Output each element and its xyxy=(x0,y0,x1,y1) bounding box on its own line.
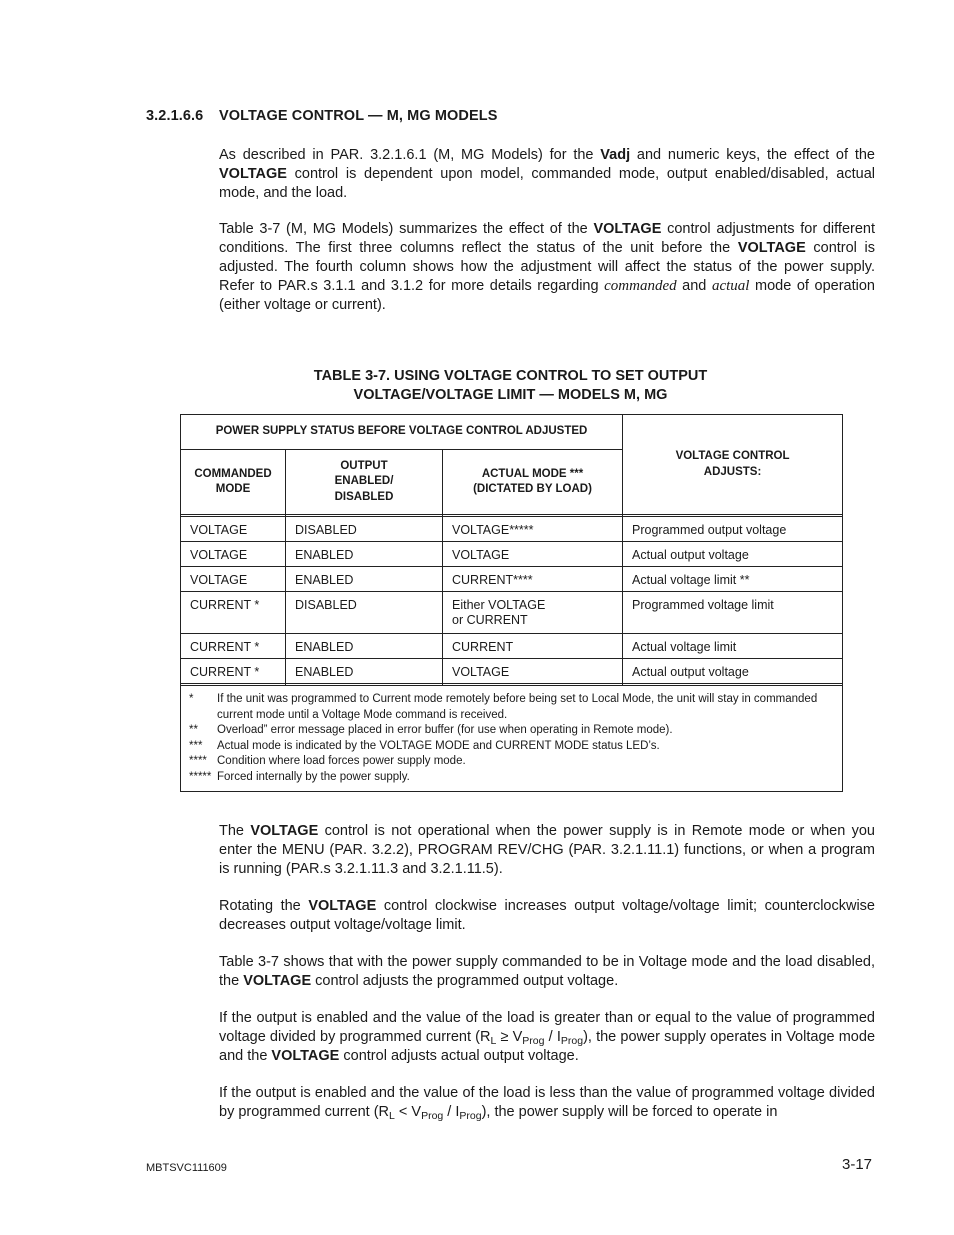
cell-line: Either VOLTAGE xyxy=(452,598,546,612)
cell-output: ENABLED xyxy=(286,542,443,567)
cell-output: DISABLED xyxy=(286,592,443,634)
bold-text: VOLTAGE xyxy=(243,973,312,989)
text: / I xyxy=(544,1029,561,1045)
note-item xyxy=(189,739,832,755)
table-row xyxy=(181,567,843,592)
cell-commanded: VOLTAGE xyxy=(181,567,286,592)
header-line: ENABLED/ xyxy=(334,475,394,488)
italic-text: actual xyxy=(711,278,750,294)
header-line: OUTPUT xyxy=(340,459,388,472)
bold-text: VOLTAGE xyxy=(308,898,377,914)
bold-text: VOLTAGE xyxy=(593,221,662,237)
paragraph-load-less xyxy=(219,1084,875,1122)
cell-commanded: CURRENT * xyxy=(181,634,286,659)
table-notes xyxy=(181,686,843,792)
text: If the output is enabled and the value of the load is greater than or equal to the value of programmed voltage divided by programmed current (R xyxy=(219,1010,875,1045)
note-text: Actual mode is indicated by the VOLTAGE MODE and CURRENT MODE status LED’s. xyxy=(217,739,660,752)
header-line: ACTUAL MODE *** xyxy=(481,467,584,480)
text: ≥ V xyxy=(496,1029,523,1045)
note-text: If the unit was programmed to Current mode remotely before being set to Local Mode, the unit will stay in commanded current mode until a Voltage Mode command is received. xyxy=(217,693,818,721)
note-text: Forced internally by the power supply. xyxy=(217,770,410,783)
bold-text: Vadj xyxy=(600,147,631,163)
note-mark: ** xyxy=(189,724,198,736)
note-item xyxy=(189,754,832,770)
page-number: 3-17 xyxy=(842,1156,873,1173)
cell-actual: CURRENT xyxy=(443,634,623,659)
table-notes-row xyxy=(181,686,843,792)
table-row xyxy=(181,592,843,634)
cell-commanded: VOLTAGE xyxy=(181,542,286,567)
group-header: POWER SUPPLY STATUS BEFORE VOLTAGE CONTROL ADJUSTED xyxy=(181,415,623,450)
text: The xyxy=(219,823,251,839)
note-mark: **** xyxy=(189,755,207,767)
header-output-enabled xyxy=(286,450,443,515)
cell-output: ENABLED xyxy=(286,567,443,592)
cell-actual: VOLTAGE xyxy=(443,659,623,684)
text: < V xyxy=(394,1104,422,1120)
paragraph-table-shows xyxy=(219,953,875,991)
cell-line: or CURRENT xyxy=(452,613,528,627)
section-heading xyxy=(146,108,498,124)
table-row xyxy=(181,542,843,567)
section-title: VOLTAGE CONTROL — M, MG MODELS xyxy=(219,108,498,124)
cell-actual xyxy=(443,592,623,634)
table-row xyxy=(181,517,843,542)
cell-commanded: CURRENT * xyxy=(181,659,286,684)
header-adjusts xyxy=(623,415,843,515)
paragraph-not-operational xyxy=(219,822,875,879)
text: mode of operation (either voltage or current). xyxy=(219,278,875,313)
bold-text: VOLTAGE xyxy=(737,240,806,256)
table-caption-line: VOLTAGE/VOLTAGE LIMIT — MODELS M, MG xyxy=(353,387,668,403)
cell-actual: VOLTAGE xyxy=(443,542,623,567)
text: control clockwise increases output voltage/voltage limit; counterclockwise decreases output voltage/voltage limit. xyxy=(219,898,875,933)
subscript: L xyxy=(389,1110,395,1122)
text: Rotating the xyxy=(219,898,309,914)
table-caption xyxy=(180,367,841,405)
voltage-control-table xyxy=(180,414,843,792)
table-row xyxy=(181,659,843,684)
cell-commanded: VOLTAGE xyxy=(181,517,286,542)
paragraph-intro xyxy=(219,146,875,203)
text: control is adjusted. The fourth column shows how the adjustment will affect the status of the power supply. Refer to PAR.s 3.1.1 and 3.1.2 for more details regarding xyxy=(219,240,875,294)
section-number: 3.2.1.6.6 xyxy=(146,108,204,124)
text: control adjustments for different conditions. The first three columns reflect the status of the unit before the xyxy=(219,221,875,256)
text: If the output is enabled and the value of the load is less than the value of programmed voltage divided by programmed current (R xyxy=(219,1085,875,1120)
subscript: Prog xyxy=(560,1035,584,1047)
header-line: COMMANDED xyxy=(194,467,272,480)
text: control adjusts actual output voltage. xyxy=(339,1048,579,1064)
header-line: VOLTAGE CONTROL xyxy=(675,450,790,462)
header-line: (DICTATED BY LOAD) xyxy=(473,483,592,495)
table-group-header-row xyxy=(181,415,843,450)
bold-text: VOLTAGE xyxy=(219,166,287,182)
cell-actual: VOLTAGE***** xyxy=(443,517,623,542)
header-line: DISABLED xyxy=(334,490,394,503)
cell-adjusts: Programmed voltage limit xyxy=(623,592,843,634)
text: ), the power supply will be forced to operate in xyxy=(481,1104,778,1120)
cell-output: DISABLED xyxy=(286,517,443,542)
header-actual-mode xyxy=(443,450,623,515)
cell-output: ENABLED xyxy=(286,659,443,684)
note-item xyxy=(189,770,832,786)
cell-adjusts: Actual output voltage xyxy=(623,542,843,567)
table-caption-line: TABLE 3-7. USING VOLTAGE CONTROL TO SET OUTPUT xyxy=(313,368,708,384)
cell-adjusts: Actual voltage limit xyxy=(623,634,843,659)
paragraph-load-greater xyxy=(219,1009,875,1066)
text: ), the power supply operates in Voltage mode and the xyxy=(219,1029,876,1064)
paragraph-rotating xyxy=(219,897,875,935)
text: control adjusts the programmed output voltage. xyxy=(311,973,619,989)
document-id: MBTSVC111609 xyxy=(146,1162,227,1174)
note-mark: ***** xyxy=(189,770,212,783)
text: control is dependent upon model, commanded mode, output enabled/disabled, actual mode, and the load. xyxy=(219,166,875,201)
text: Table 3-7 shows that with the power supply commanded to be in Voltage mode and the load disabled, the xyxy=(219,954,875,989)
note-text: Condition where load forces power supply mode. xyxy=(217,755,466,767)
table-row xyxy=(181,634,843,659)
text: Table 3-7 (M, MG Models) summarizes the effect of the xyxy=(219,221,594,237)
subscript: Prog xyxy=(421,1110,444,1122)
text: / I xyxy=(443,1104,460,1120)
header-line: ADJUSTS: xyxy=(703,465,762,478)
text: and numeric keys, the effect of the xyxy=(630,147,875,163)
note-item xyxy=(189,723,832,739)
text: control is not operational when the power supply is in Remote mode or when you enter the MENU (PAR. 3.2.2), PROGRAM REV/CHG (PAR. 3.2.1.11.1) functions, or when a program is running (PAR.s 3.2.1.11.3 and 3.2.1.11.5). xyxy=(219,823,875,877)
cell-output: ENABLED xyxy=(286,634,443,659)
bold-text: VOLTAGE xyxy=(271,1048,340,1064)
header-commanded-mode xyxy=(181,450,286,515)
subscript: Prog xyxy=(459,1110,482,1122)
paragraph-table-summary xyxy=(219,220,875,315)
subscript: L xyxy=(490,1035,497,1047)
cell-commanded: CURRENT * xyxy=(181,592,286,634)
header-line: MODE xyxy=(215,483,251,495)
subscript: Prog xyxy=(522,1035,545,1047)
note-mark: *** xyxy=(189,739,203,752)
cell-actual: CURRENT**** xyxy=(443,567,623,592)
italic-text: commanded xyxy=(604,278,677,294)
cell-adjusts: Actual output voltage xyxy=(623,659,843,684)
cell-adjusts: Actual voltage limit ** xyxy=(623,567,843,592)
bold-text: VOLTAGE xyxy=(250,823,319,839)
text: and xyxy=(676,278,712,294)
note-mark: * xyxy=(189,693,194,705)
cell-adjusts: Programmed output voltage xyxy=(623,517,843,542)
text: As described in PAR. 3.2.1.6.1 (M, MG Models) for the xyxy=(219,147,601,163)
note-text: Overload” error message placed in error buffer (for use when operating in Remote mode). xyxy=(217,724,673,736)
note-item xyxy=(189,692,832,723)
